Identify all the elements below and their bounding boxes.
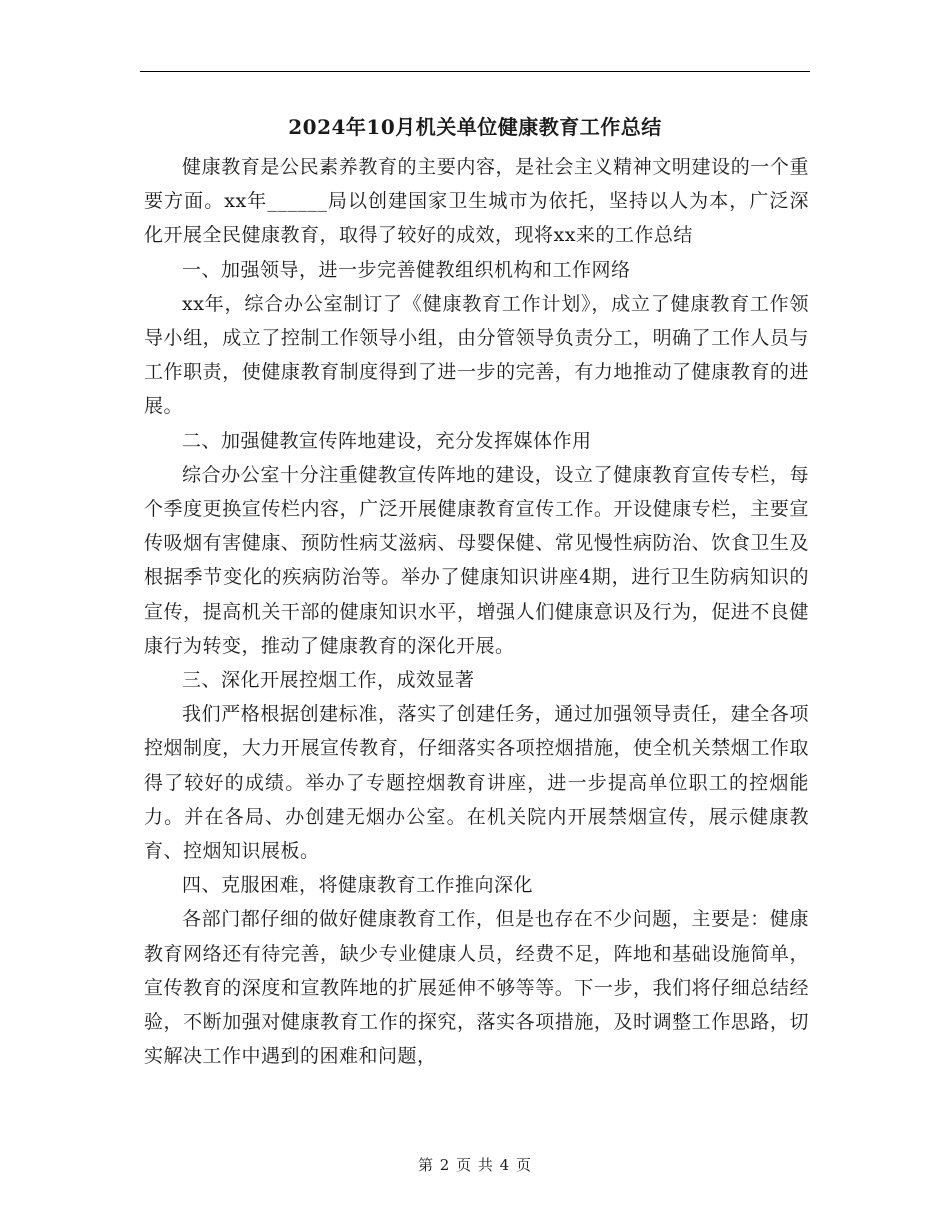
page-number-footer: 第 2 页 共 4 页 xyxy=(418,1156,532,1174)
paragraph-section-4: 各部门都仔细的做好健康教育工作，但是也存在不少问题，主要是：健康教育网络还有待完善，缺少专业健康人员，经费不足，阵地和基础设施简单，宣传教育的深度和宣教阵地的扩展延伸不够等等。下一步，我们将仔细总结经验，不断加强对健康教育工作的探究，落实各项措施，及时调整工作思路，切实解决工作中遇到的困难和问题， xyxy=(144,908,809,1068)
paragraph-section-2: 综合办公室十分注重健教宣传阵地的建设，设立了健康教育宣传专栏，每个季度更换宣传栏内容，广泛开展健康教育宣传工作。开设健康专栏，主要宣传吸烟有害健康、预防性病艾滋病、母婴保健、常见慢性病防治、饮食卫生及根据季节变化的疾病防治等。举办了健康知识讲座4期，进行卫生防病知识的宣传，提高机关干部的健康知识水平，增强人们健康意识及行为，促进不良健康行为转变，推动了健康教育的深化开展。 xyxy=(144,463,809,657)
header-rule xyxy=(140,71,810,72)
document-body xyxy=(144,150,809,1073)
paragraph-intro: 健康教育是公民素养教育的主要内容，是社会主义精神文明建设的一个重要方面。xx年______局以创建国家卫生城市为依托，坚持以人为本，广泛深化开展全民健康教育，取得了较好的成效，现将xx来的工作总结 xyxy=(144,156,809,247)
section-heading-4: 四、克服困难，将健康教育工作推向深化 xyxy=(182,874,534,897)
section-heading-3: 三、深化开展控烟工作，成效显著 xyxy=(182,669,475,692)
page-title: 2024年10月机关单位健康教育工作总结 xyxy=(288,115,662,139)
paragraph-section-3: 我们严格根据创建标准，落实了创建任务，通过加强领导责任，建全各项控烟制度，大力开展宣传教育，仔细落实各项控烟措施，使全机关禁烟工作取得了较好的成绩。举办了专题控烟教育讲座，进一步提高单位职工的控烟能力。并在各局、办创建无烟办公室。在机关院内开展禁烟宣传，展示健康教育、控烟知识展板。 xyxy=(144,703,809,863)
section-heading-1: 一、加强领导，进一步完善健教组织机构和工作网络 xyxy=(182,258,631,281)
paragraph-section-1: xx年，综合办公室制订了《健康教育工作计划》，成立了健康教育工作领导小组，成立了控制工作领导小组，由分管领导负责分工，明确了工作人员与工作职责，使健康教育制度得到了进一步的完善，有力地推动了健康教育的进展。 xyxy=(144,292,809,418)
section-heading-2: 二、加强健教宣传阵地建设，充分发挥媒体作用 xyxy=(182,429,592,452)
